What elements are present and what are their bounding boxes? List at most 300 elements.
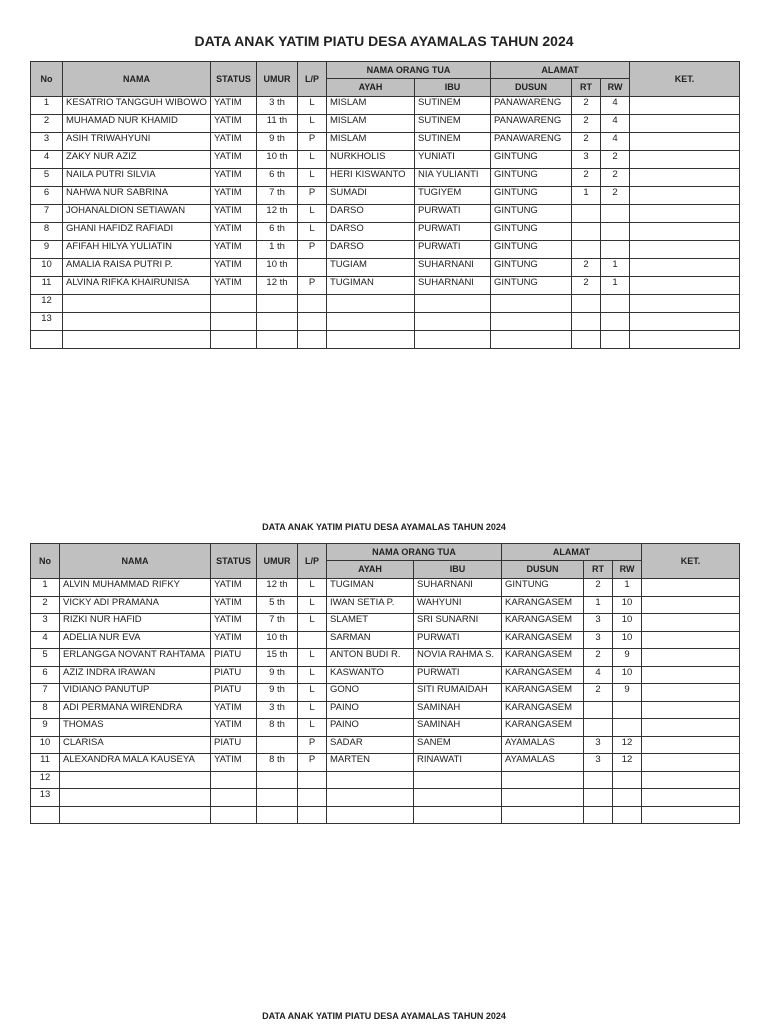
cell-lp: P: [298, 241, 327, 259]
cell-ayah: TUGIAM: [327, 259, 415, 277]
cell-lp: L: [298, 666, 327, 684]
cell-status: YATIM: [211, 719, 257, 737]
cell-rt: [572, 223, 601, 241]
cell-nama: ADI PERMANA WIRENDRA: [60, 701, 211, 719]
header-nama-orang-tua: NAMA ORANG TUA: [327, 544, 502, 561]
cell-umur: 8 th: [257, 754, 298, 772]
cell-dusun: GINTUNG: [491, 223, 572, 241]
cell-ayah: [327, 295, 415, 313]
cell-umur: [257, 295, 298, 313]
cell-ket: [642, 684, 740, 702]
cell-dusun: GINTUNG: [502, 579, 584, 597]
cell-ket: [642, 719, 740, 737]
table-row: [31, 719, 740, 737]
cell-dusun: GINTUNG: [491, 169, 572, 187]
cell-rt: [584, 789, 613, 807]
table-row: [31, 684, 740, 702]
cell-dusun: GINTUNG: [491, 151, 572, 169]
section-title-2: DATA ANAK YATIM PIATU DESA AYAMALAS TAHUN 2024: [262, 522, 506, 532]
cell-ayah: [327, 331, 415, 349]
cell-ibu: SITI RUMAIDAH: [414, 684, 502, 702]
header-no: No: [31, 62, 63, 97]
cell-no: 2: [31, 115, 63, 133]
cell-ket: [642, 771, 740, 789]
cell-nama: AFIFAH HILYA YULIATIN: [63, 241, 211, 259]
cell-no: 5: [31, 649, 60, 667]
cell-lp: L: [298, 151, 327, 169]
cell-rw: [613, 701, 642, 719]
orphan-table-1: [30, 61, 740, 349]
cell-nama: ALVIN MUHAMMAD RIFKY: [60, 579, 211, 597]
cell-status: YATIM: [211, 596, 257, 614]
header-nama: NAMA: [60, 544, 211, 579]
cell-rt: 3: [584, 614, 613, 632]
cell-status: YATIM: [211, 277, 257, 295]
cell-ayah: TUGIMAN: [327, 579, 414, 597]
cell-ibu: PURWATI: [415, 241, 491, 259]
table-row: [31, 736, 740, 754]
table-row: [31, 133, 740, 151]
header-rt: RT: [572, 79, 601, 97]
cell-rw: 4: [601, 133, 630, 151]
cell-no: 7: [31, 684, 60, 702]
cell-ibu: SAMINAH: [414, 701, 502, 719]
cell-status: YATIM: [211, 187, 257, 205]
cell-dusun: GINTUNG: [491, 205, 572, 223]
header-lp: L/P: [298, 544, 327, 579]
cell-rt: 4: [584, 666, 613, 684]
cell-no: 4: [31, 151, 63, 169]
cell-ibu: [415, 331, 491, 349]
cell-rw: 2: [601, 169, 630, 187]
cell-no: [31, 806, 60, 824]
cell-no: 13: [31, 789, 60, 807]
cell-ibu: SUHARNANI: [415, 259, 491, 277]
header-rw: RW: [613, 561, 642, 579]
cell-status: YATIM: [211, 133, 257, 151]
header-alamat: ALAMAT: [502, 544, 642, 561]
cell-nama: [63, 331, 211, 349]
cell-ket: [630, 241, 740, 259]
table-row: [31, 579, 740, 597]
page-title: DATA ANAK YATIM PIATU DESA AYAMALAS TAHUN 2024: [194, 33, 574, 49]
cell-nama: [63, 313, 211, 331]
cell-nama: AZIZ INDRA IRAWAN: [60, 666, 211, 684]
cell-dusun: KARANGASEM: [502, 719, 584, 737]
cell-ibu: NOVIA RAHMA S.: [414, 649, 502, 667]
header-no: No: [31, 544, 60, 579]
table-row: [31, 789, 740, 807]
cell-ayah: [327, 771, 414, 789]
cell-rw: 10: [613, 614, 642, 632]
cell-nama: ALEXANDRA MALA KAUSEYA: [60, 754, 211, 772]
cell-status: [211, 295, 257, 313]
cell-rw: [613, 789, 642, 807]
cell-status: YATIM: [211, 169, 257, 187]
cell-status: YATIM: [211, 151, 257, 169]
cell-nama: VIDIANO PANUTUP: [60, 684, 211, 702]
cell-rt: [584, 806, 613, 824]
cell-umur: 7 th: [257, 187, 298, 205]
cell-ayah: IWAN SETIA P.: [327, 596, 414, 614]
cell-rw: 9: [613, 649, 642, 667]
cell-lp: L: [298, 684, 327, 702]
cell-ket: [642, 614, 740, 632]
cell-ayah: [327, 806, 414, 824]
cell-no: 12: [31, 771, 60, 789]
cell-lp: [298, 806, 327, 824]
table-row: [31, 97, 740, 115]
cell-umur: 9 th: [257, 666, 298, 684]
cell-ibu: SUHARNANI: [415, 277, 491, 295]
cell-rw: 4: [601, 97, 630, 115]
cell-no: 8: [31, 701, 60, 719]
cell-ayah: NURKHOLIS: [327, 151, 415, 169]
table-row: [31, 806, 740, 824]
table-row: [31, 277, 740, 295]
cell-umur: 12 th: [257, 205, 298, 223]
cell-umur: 9 th: [257, 684, 298, 702]
cell-nama: JOHANALDION SETIAWAN: [63, 205, 211, 223]
cell-status: YATIM: [211, 579, 257, 597]
cell-rt: 2: [584, 684, 613, 702]
cell-no: 11: [31, 277, 63, 295]
cell-status: [211, 771, 257, 789]
cell-lp: P: [298, 754, 327, 772]
cell-ket: [642, 754, 740, 772]
cell-no: 2: [31, 596, 60, 614]
cell-ayah: SADAR: [327, 736, 414, 754]
cell-rw: [601, 331, 630, 349]
cell-no: 4: [31, 631, 60, 649]
cell-dusun: KARANGASEM: [502, 614, 584, 632]
cell-nama: CLARISA: [60, 736, 211, 754]
header-rw: RW: [601, 79, 630, 97]
orphan-table-2: [30, 543, 740, 824]
table-row: [31, 631, 740, 649]
cell-rt: 2: [572, 277, 601, 295]
cell-nama: NAHWA NUR SABRINA: [63, 187, 211, 205]
cell-lp: L: [298, 701, 327, 719]
cell-lp: L: [298, 614, 327, 632]
cell-ayah: GONO: [327, 684, 414, 702]
cell-umur: [257, 806, 298, 824]
cell-dusun: PANAWARENG: [491, 133, 572, 151]
cell-umur: 3 th: [257, 97, 298, 115]
table-row: [31, 701, 740, 719]
cell-ibu: SUTINEM: [415, 133, 491, 151]
cell-ayah: SUMADI: [327, 187, 415, 205]
cell-ibu: [415, 313, 491, 331]
cell-rt: 2: [584, 579, 613, 597]
cell-ibu: PURWATI: [414, 666, 502, 684]
cell-ibu: [414, 771, 502, 789]
cell-ket: [630, 169, 740, 187]
cell-lp: L: [298, 719, 327, 737]
cell-status: YATIM: [211, 701, 257, 719]
cell-rt: 2: [572, 169, 601, 187]
cell-rt: [572, 241, 601, 259]
cell-ayah: ANTON BUDI R.: [327, 649, 414, 667]
cell-rw: [601, 241, 630, 259]
cell-ket: [630, 205, 740, 223]
cell-rw: 1: [601, 259, 630, 277]
cell-ibu: [414, 789, 502, 807]
cell-umur: 12 th: [257, 579, 298, 597]
cell-lp: [298, 313, 327, 331]
cell-status: [211, 331, 257, 349]
cell-status: YATIM: [211, 259, 257, 277]
cell-rt: 1: [572, 187, 601, 205]
cell-ibu: WAHYUNI: [414, 596, 502, 614]
cell-dusun: GINTUNG: [491, 187, 572, 205]
header-umur: UMUR: [257, 544, 298, 579]
cell-ayah: MISLAM: [327, 133, 415, 151]
header-lp: L/P: [298, 62, 327, 97]
cell-nama: ASIH TRIWAHYUNI: [63, 133, 211, 151]
cell-ibu: SAMINAH: [414, 719, 502, 737]
header-ayah: AYAH: [327, 561, 414, 579]
cell-no: 11: [31, 754, 60, 772]
cell-dusun: KARANGASEM: [502, 684, 584, 702]
cell-status: YATIM: [211, 614, 257, 632]
cell-lp: [298, 259, 327, 277]
cell-status: YATIM: [211, 754, 257, 772]
cell-umur: 5 th: [257, 596, 298, 614]
cell-dusun: PANAWARENG: [491, 115, 572, 133]
cell-ibu: [414, 806, 502, 824]
cell-nama: [63, 295, 211, 313]
cell-lp: L: [298, 115, 327, 133]
cell-lp: L: [298, 97, 327, 115]
header-status: STATUS: [211, 544, 257, 579]
cell-dusun: [502, 789, 584, 807]
cell-rt: [584, 771, 613, 789]
table-row: [31, 223, 740, 241]
cell-no: 7: [31, 205, 63, 223]
cell-rw: [601, 223, 630, 241]
cell-ket: [642, 789, 740, 807]
cell-dusun: PANAWARENG: [491, 97, 572, 115]
cell-umur: 6 th: [257, 169, 298, 187]
table-row: [31, 241, 740, 259]
cell-nama: NAILA PUTRI SILVIA: [63, 169, 211, 187]
table-row: [31, 313, 740, 331]
cell-ayah: PAINO: [327, 701, 414, 719]
cell-no: 6: [31, 666, 60, 684]
cell-umur: 8 th: [257, 719, 298, 737]
header-ket: KET.: [642, 544, 740, 579]
cell-rw: [613, 719, 642, 737]
cell-status: [211, 806, 257, 824]
cell-ket: [642, 736, 740, 754]
cell-nama: MUHAMAD NUR KHAMID: [63, 115, 211, 133]
cell-dusun: [491, 331, 572, 349]
cell-ibu: PURWATI: [415, 223, 491, 241]
cell-lp: L: [298, 205, 327, 223]
header-ayah: AYAH: [327, 79, 415, 97]
table-row: [31, 205, 740, 223]
cell-ayah: DARSO: [327, 205, 415, 223]
cell-rt: 2: [584, 649, 613, 667]
cell-rt: 1: [584, 596, 613, 614]
cell-umur: [257, 771, 298, 789]
cell-lp: L: [298, 579, 327, 597]
cell-ayah: PAINO: [327, 719, 414, 737]
cell-no: 9: [31, 241, 63, 259]
header-ibu: IBU: [415, 79, 491, 97]
cell-rt: 3: [584, 736, 613, 754]
table-row: [31, 771, 740, 789]
cell-rt: 2: [572, 133, 601, 151]
cell-lp: L: [298, 596, 327, 614]
cell-ayah: MARTEN: [327, 754, 414, 772]
cell-ayah: DARSO: [327, 223, 415, 241]
table-row: [31, 649, 740, 667]
cell-nama: THOMAS: [60, 719, 211, 737]
cell-ket: [630, 133, 740, 151]
cell-lp: P: [298, 277, 327, 295]
cell-ayah: SARMAN: [327, 631, 414, 649]
cell-dusun: GINTUNG: [491, 241, 572, 259]
cell-status: [211, 313, 257, 331]
cell-ayah: [327, 313, 415, 331]
cell-ayah: MISLAM: [327, 115, 415, 133]
cell-ayah: DARSO: [327, 241, 415, 259]
cell-status: YATIM: [211, 205, 257, 223]
table-row: [31, 596, 740, 614]
cell-status: PIATU: [211, 649, 257, 667]
header-ibu: IBU: [414, 561, 502, 579]
cell-rt: 3: [584, 754, 613, 772]
cell-ket: [642, 701, 740, 719]
cell-status: PIATU: [211, 666, 257, 684]
header-dusun: DUSUN: [491, 79, 572, 97]
cell-nama: [60, 789, 211, 807]
cell-no: 1: [31, 579, 60, 597]
cell-ket: [630, 115, 740, 133]
cell-rt: [572, 313, 601, 331]
table-row: [31, 169, 740, 187]
cell-rw: 10: [613, 666, 642, 684]
cell-lp: P: [298, 736, 327, 754]
cell-dusun: [502, 806, 584, 824]
cell-ibu: PURWATI: [415, 205, 491, 223]
cell-umur: [257, 789, 298, 807]
cell-ibu: SRI SUNARNI: [414, 614, 502, 632]
cell-ayah: TUGIMAN: [327, 277, 415, 295]
section-title-3: DATA ANAK YATIM PIATU DESA AYAMALAS TAHUN 2024: [262, 1011, 506, 1021]
cell-lp: L: [298, 169, 327, 187]
cell-dusun: [502, 771, 584, 789]
cell-umur: 10 th: [257, 151, 298, 169]
header-alamat: ALAMAT: [491, 62, 630, 79]
cell-rw: [613, 771, 642, 789]
table-row: [31, 151, 740, 169]
cell-lp: [298, 789, 327, 807]
cell-ibu: YUNIATI: [415, 151, 491, 169]
cell-ket: [630, 313, 740, 331]
cell-ibu: [415, 295, 491, 313]
table-row: [31, 666, 740, 684]
cell-rw: [601, 205, 630, 223]
cell-ayah: MISLAM: [327, 97, 415, 115]
cell-status: PIATU: [211, 736, 257, 754]
cell-lp: [298, 631, 327, 649]
cell-umur: 10 th: [257, 631, 298, 649]
cell-ibu: PURWATI: [414, 631, 502, 649]
cell-nama: KESATRIO TANGGUH WIBOWO: [63, 97, 211, 115]
cell-lp: [298, 771, 327, 789]
cell-ket: [642, 666, 740, 684]
cell-nama: ADELIA NUR EVA: [60, 631, 211, 649]
cell-no: 5: [31, 169, 63, 187]
cell-dusun: AYAMALAS: [502, 754, 584, 772]
cell-ayah: KASWANTO: [327, 666, 414, 684]
cell-rt: 3: [572, 151, 601, 169]
header-ket: KET.: [630, 62, 740, 97]
cell-no: 3: [31, 133, 63, 151]
header-nama-orang-tua: NAMA ORANG TUA: [327, 62, 491, 79]
cell-rt: 3: [584, 631, 613, 649]
cell-rt: 2: [572, 259, 601, 277]
cell-lp: [298, 331, 327, 349]
cell-dusun: KARANGASEM: [502, 649, 584, 667]
cell-umur: 6 th: [257, 223, 298, 241]
cell-dusun: AYAMALAS: [502, 736, 584, 754]
table-row: [31, 115, 740, 133]
table-row: [31, 187, 740, 205]
cell-status: YATIM: [211, 223, 257, 241]
table-row: [31, 259, 740, 277]
cell-ket: [630, 187, 740, 205]
cell-rt: [584, 701, 613, 719]
cell-lp: L: [298, 223, 327, 241]
cell-rw: 1: [601, 277, 630, 295]
cell-umur: 11 th: [257, 115, 298, 133]
cell-ket: [642, 596, 740, 614]
cell-rw: [601, 313, 630, 331]
cell-nama: ERLANGGA NOVANT RAHTAMA: [60, 649, 211, 667]
cell-nama: RIZKI NUR HAFID: [60, 614, 211, 632]
cell-umur: 1 th: [257, 241, 298, 259]
cell-no: 8: [31, 223, 63, 241]
cell-rt: [572, 295, 601, 313]
cell-rw: 1: [613, 579, 642, 597]
cell-status: PIATU: [211, 684, 257, 702]
cell-dusun: GINTUNG: [491, 259, 572, 277]
cell-rt: 2: [572, 115, 601, 133]
cell-status: YATIM: [211, 631, 257, 649]
cell-ket: [642, 649, 740, 667]
cell-dusun: [491, 295, 572, 313]
cell-no: 10: [31, 736, 60, 754]
cell-status: YATIM: [211, 115, 257, 133]
cell-status: YATIM: [211, 97, 257, 115]
cell-rt: [572, 205, 601, 223]
cell-rw: 4: [601, 115, 630, 133]
cell-rw: 9: [613, 684, 642, 702]
cell-umur: 15 th: [257, 649, 298, 667]
cell-rt: [572, 331, 601, 349]
cell-ket: [630, 259, 740, 277]
cell-umur: [257, 736, 298, 754]
cell-rw: 10: [613, 631, 642, 649]
cell-rw: 2: [601, 151, 630, 169]
cell-ayah: SLAMET: [327, 614, 414, 632]
cell-no: 3: [31, 614, 60, 632]
cell-nama: AMALIA RAISA PUTRI P.: [63, 259, 211, 277]
